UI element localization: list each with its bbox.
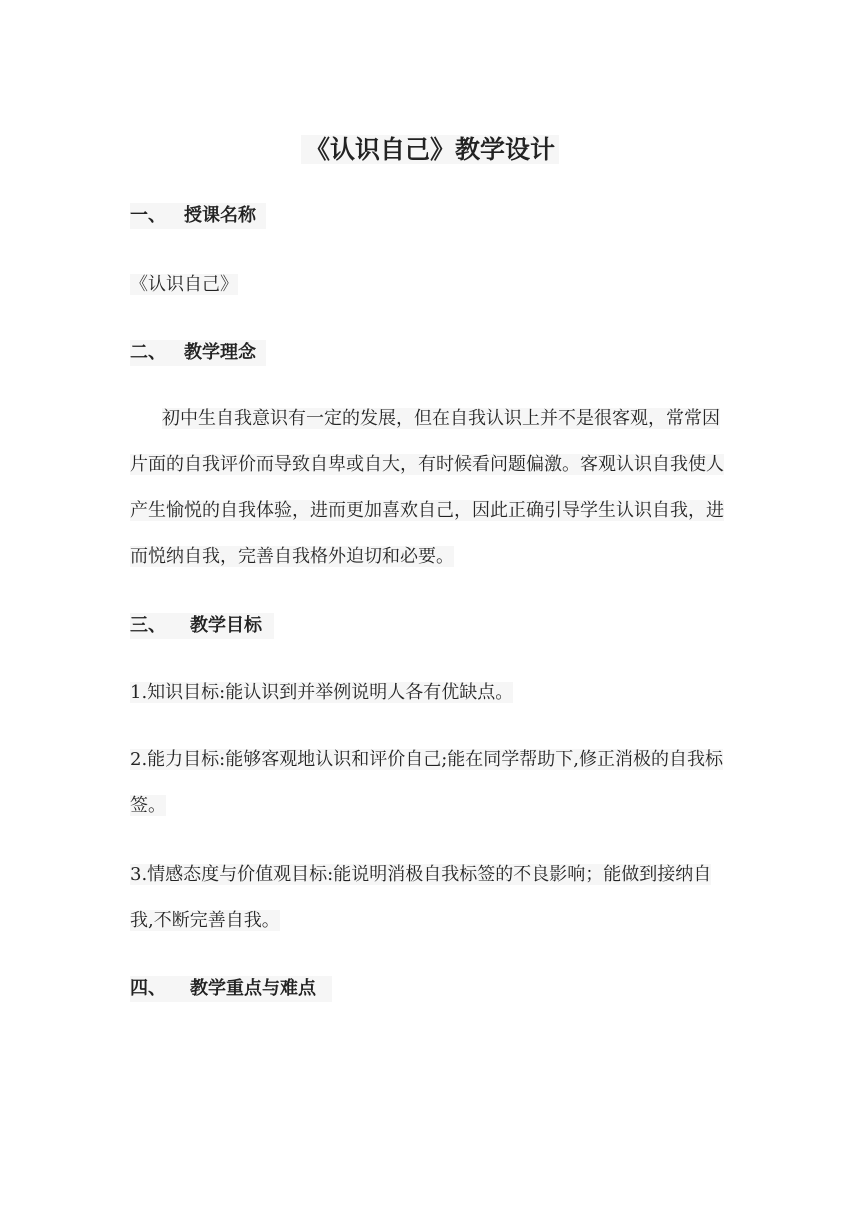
section-title-1: 授课名称 [184, 205, 256, 226]
goal-item-3 [130, 852, 730, 944]
section-heading-1 [130, 203, 266, 229]
section-title-3: 教学目标 [190, 615, 262, 636]
document-title [0, 128, 860, 172]
goal-text-3: 3.情感态度与价值观目标:能说明消极自我标签的不良影响；能做到接纳自我,不断完善自我。 [130, 864, 712, 931]
goal-item-1 [130, 678, 513, 708]
goal-text-1: 1.知识目标:能认识到并举例说明人各有优缺点。 [130, 682, 514, 703]
section-heading-4 [130, 976, 332, 1002]
section-title-2: 教学理念 [184, 342, 256, 363]
section-title-4: 教学重点与难点 [190, 978, 316, 999]
section-number-4: 四、 [130, 978, 166, 999]
teaching-philosophy-text: 初中生自我意识有一定的发展，但在自我认识上并不是很客观，常常因片面的自我评价而导致自卑或自大，有时候看问题偏激。客观认识自我使人产生愉悦的自我体验，进而更加喜欢自己，因此正确引导学生认识自我，进而悦纳自我，完善自我格外迫切和必要。 [130, 408, 724, 567]
section-body-1 [130, 270, 238, 300]
section-body-2 [130, 396, 730, 580]
section-heading-2 [130, 340, 266, 366]
goal-item-2 [130, 737, 730, 829]
document-title-text: 《认识自己》教学设计 [301, 135, 559, 164]
goal-text-2: 2.能力目标:能够客观地认识和评价自己;能在同学帮助下,修正消极的自我标签。 [130, 749, 724, 816]
course-name-text: 《认识自己》 [130, 274, 238, 295]
section-number-2: 二、 [130, 342, 166, 363]
section-heading-3 [130, 613, 274, 639]
section-number-1: 一、 [130, 205, 166, 226]
section-number-3: 三、 [130, 615, 166, 636]
